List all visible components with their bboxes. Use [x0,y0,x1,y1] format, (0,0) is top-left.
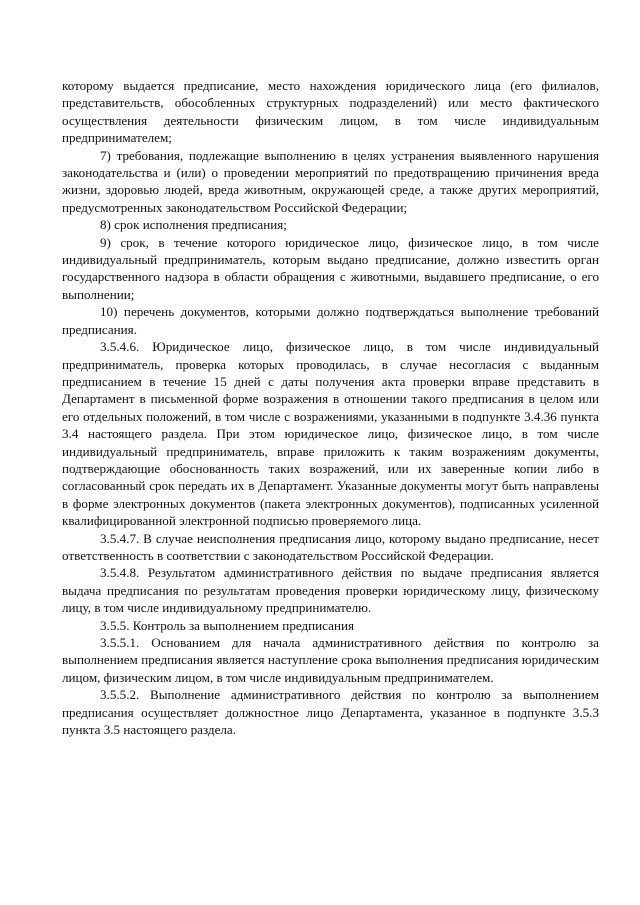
paragraph-3-5-5-1: 3.5.5.1. Основанием для начала административного действия по контролю за выполнением предписания является наступление срока выполнения предписания юридическим лицом, физическим лицом, в том числе индивидуальным предпринимателем. [62,635,599,685]
section-heading-3-5-5: 3.5.5. Контроль за выполнением предписания [100,617,354,633]
paragraph-item-9: 9) срок, в течение которого юридическое лицо, физическое лицо, в том числе индивидуальный предприниматель, которым выдано предписание, должно известить орган государственного надзора в области обращения с животными, выдавшего предписание, о его выполнении; [62,234,599,302]
paragraph-continuation: которому выдается предписание, место нахождения юридического лица (его филиалов, представительств, обособленных структурных подразделений) или место фактического осуществления деятельности физическим лицом, в том числе индивидуальным предпринимателем; [62,78,599,146]
paragraph-3-5-4-7: 3.5.4.7. В случае неисполнения предписания лицо, которому выдано предписание, несет ответственность в соответствии с законодательством Российской Федерации. [62,530,599,563]
document-page [62,77,599,738]
paragraph-item-8: 8) срок исполнения предписания; [100,217,287,233]
paragraph-3-5-5-2: 3.5.5.2. Выполнение административного действия по контролю за выполнением предписания осуществляет должностное лицо Департамента, указанное в подпункте 3.5.3 пункта 3.5 настоящего раздела. [62,687,599,738]
paragraph-item-10: 10) перечень документов, которыми должно подтверждаться выполнение требований предписания. [62,304,599,337]
paragraph-item-7: 7) требования, подлежащие выполнению в целях устранения выявленного нарушения законодательства и (или) о проведении мероприятий по предотвращению причинения вреда жизни, здоровью людей, вреда животным, окружающей среде, а также других мероприятий, предусмотренных законодательством Российской Федерации; [62,147,599,215]
paragraph-3-5-4-6: 3.5.4.6. Юридическое лицо, физическое лицо, в том числе индивидуальный предприниматель, проверка которых проводилась, в случае несогласия с выданным предписанием в течение 15 дней с даты получения акта проверки вправе представить в Департамент в письменной форме возражения в отношении такого предписания в целом или его отдельных положений, в том числе с возражениями, указанными в подпункте 3.4.36 пункта 3.4 настоящего раздела. При этом юридическое лицо, физическое лицо, в том числе индивидуальный предприниматель, вправе приложить к таким возражениям документы, подтверждающие обоснованность таких возражений, или их заверенные копии либо в согласованный срок передать их в Департамент. Указанные документы могут быть направлены в форме электронных документов (пакета электронных документов), подписанных усиленной квалифицированной электронной подписью проверяемого лица. [62,339,599,529]
paragraph-3-5-4-8: 3.5.4.8. Результатом административного действия по выдаче предписания является выдача предписания по результатам проведения проверки юридическому лицу, физическому лицу, в том числе индивидуальному предпринимателю. [62,565,599,616]
